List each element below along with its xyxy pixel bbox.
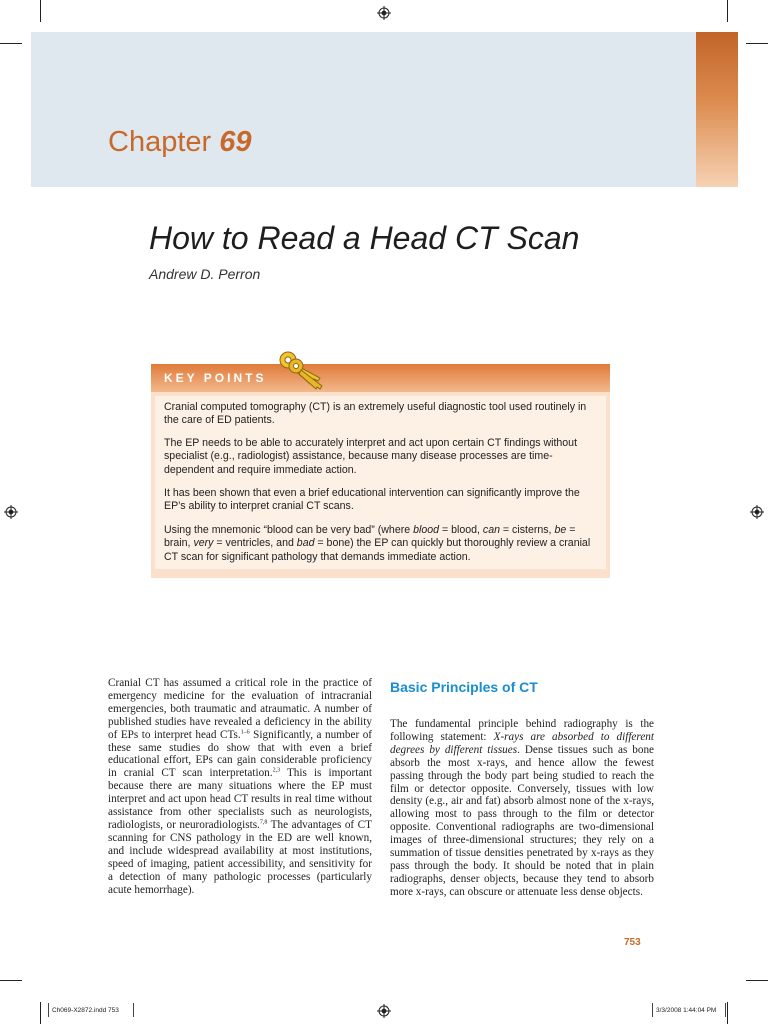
mnemonic-text: = brain,	[164, 524, 576, 550]
registration-mark-icon	[750, 505, 764, 519]
key-point-item: Cranial computed tomography (CT) is an extremely useful diagnostic tool used routinely in the care of ED patients.	[155, 396, 606, 433]
body-text: Significantly, a number of these same studies do show that with even a brief educational effort, EPs can gain considerable proficiency in cranial CT scan interpretation.	[108, 728, 373, 780]
key-points-label: KEY POINTS	[164, 371, 267, 385]
key-points-box	[151, 364, 610, 578]
citation: 1–6	[240, 728, 250, 735]
footer-date: 3/3/2008 1:44:04 PM	[656, 1007, 717, 1014]
mnemonic-term: can	[482, 524, 500, 536]
mnemonic-text: = blood,	[439, 524, 483, 536]
body-text: The advantages of CT scanning for CNS pathology in the ED are well known, and include widespread availability at most institutions, speed of imaging, patient accessibility, and sensitivity for a detection of many pathologic processes (particularly acute hemorrhage).	[108, 818, 372, 896]
mnemonic-term: be	[554, 524, 567, 536]
key-point-item: The EP needs to be able to accurately interpret and act upon certain CT findings without specialist (e.g., radiologist) assistance, because many disease processes are time-dependent and require immediate action.	[155, 432, 606, 482]
chapter-banner-stripe	[696, 32, 738, 187]
mnemonic-text: = ventricles, and	[213, 537, 297, 550]
chapter-word: Chapter	[108, 126, 212, 158]
key-points-header	[151, 364, 610, 392]
registration-mark-icon	[377, 1004, 391, 1018]
crop-mark	[0, 980, 22, 981]
crop-mark	[0, 43, 22, 44]
crop-mark	[746, 980, 768, 981]
crop-mark	[746, 43, 768, 44]
registration-mark-icon	[4, 505, 18, 519]
author-name: Andrew D. Perron	[149, 266, 261, 282]
body-text: Cranial CT has assumed a critical role in the practice of emergency medicine for the evaluation of intracranial emergencies, both traumatic and atraumatic. A number of published studies have revealed a deficiency in the ability of EPs to interpret head CTs.	[108, 677, 372, 741]
crop-mark	[40, 1002, 41, 1024]
mnemonic-text: = cisterns,	[499, 524, 555, 536]
key-point-item: It has been shown that even a brief educational intervention can significantly improve the EP’s ability to interpret cranial CT scans.	[155, 482, 606, 519]
body-text: . Dense tissues such as bone absorb the most x-rays, and hence allow the fewest passing through the body part being studied to reach the film or detector opposite. Conversely, tissues with low density (e.g., air and fat) absorb almost none of the x-rays, allowing most to pass through to the film or detector opposite. Conventional radiographs are two-dimensional images of three-dimensional structures; they rely on a summation of tissue densities penetrated by x-rays as they pass through the body. It should be noted that in plain radiographs, denser objects, because they tend to absorb more x-rays, can obscure or attenuate less dense objects.	[390, 743, 655, 898]
body-text: This is important because there are many situations where the EP must interpret and act upon head CT results in real time without assistance from other specialists such as neurologists, radiologists, or neuroradiologists.	[108, 767, 372, 831]
emphasis-text: X-rays are absorbed to different degrees by different tissues	[390, 730, 654, 756]
footer-file-name: Ch069-X2872.indd 753	[52, 1007, 119, 1014]
body-text: The fundamental principle behind radiography is the following statement:	[390, 718, 654, 743]
chapter-label	[108, 126, 252, 159]
body-text-left-column	[108, 677, 372, 896]
body-text-right-column	[390, 718, 654, 899]
mnemonic-text: Using the mnemonic “blood can be very bad” (where	[164, 524, 414, 536]
crop-mark	[727, 1002, 728, 1024]
mnemonic-term: blood	[413, 524, 439, 536]
chapter-title: How to Read a Head CT Scan	[149, 220, 580, 256]
page-number: 753	[624, 937, 641, 948]
keys-icon	[276, 348, 326, 390]
mnemonic-text: = bone) the EP can quickly but thoroughly review a cranial CT scan for significant pathology that demands immediate action.	[164, 537, 591, 563]
citation: 7,8	[259, 819, 268, 826]
chapter-banner	[31, 32, 696, 187]
registration-mark-icon	[377, 6, 391, 20]
key-point-item	[155, 519, 606, 569]
mnemonic-term: bad	[296, 537, 315, 550]
section-heading: Basic Principles of CT	[390, 679, 538, 695]
mnemonic-term: very	[193, 537, 214, 550]
citation: 2,3	[272, 767, 281, 774]
crop-mark	[727, 0, 728, 22]
crop-mark	[40, 0, 41, 22]
chapter-number: 69	[219, 126, 252, 158]
